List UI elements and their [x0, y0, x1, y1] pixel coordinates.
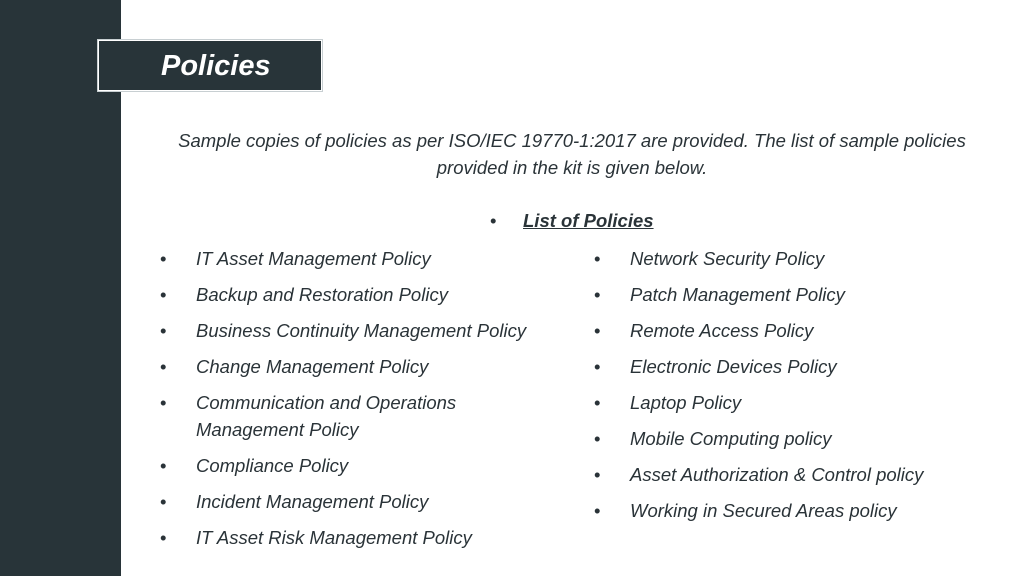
policy-name: Change Management Policy — [196, 356, 429, 377]
policy-name: Communication and Operations Management Policy — [196, 392, 457, 440]
bullet-icon: • — [594, 248, 601, 269]
list-item — [594, 389, 994, 416]
intro-paragraph: Sample copies of policies as per ISO/IEC 19770-1:2017 are provided. The list of sample policies provided in the kit is given below. — [178, 130, 966, 178]
bullet-icon: • — [160, 284, 167, 305]
title-banner — [98, 40, 322, 91]
bullet-icon: • — [490, 210, 497, 231]
bullet-icon: • — [160, 356, 167, 377]
policy-name: Network Security Policy — [630, 248, 825, 269]
list-header — [490, 207, 654, 234]
bullet-icon: • — [594, 356, 601, 377]
policy-name: IT Asset Risk Management Policy — [196, 527, 472, 548]
policy-name: Laptop Policy — [630, 392, 742, 413]
policy-name: Working in Secured Areas policy — [630, 500, 897, 521]
list-item — [594, 245, 994, 272]
bullet-icon: • — [160, 320, 167, 341]
policy-name: Remote Access Policy — [630, 320, 814, 341]
policy-name: Electronic Devices Policy — [630, 356, 837, 377]
policy-list-left — [160, 245, 580, 560]
list-item — [594, 353, 994, 380]
policy-name: Incident Management Policy — [196, 491, 429, 512]
policy-name: Compliance Policy — [196, 455, 349, 476]
bullet-icon: • — [160, 491, 167, 512]
policy-name: Business Continuity Management Policy — [196, 320, 527, 341]
bullet-icon: • — [594, 284, 601, 305]
list-item — [160, 245, 580, 272]
policy-name: IT Asset Management Policy — [196, 248, 431, 269]
bullet-icon: • — [160, 527, 167, 548]
policy-list-right — [594, 245, 994, 533]
bullet-icon: • — [594, 320, 601, 341]
bullet-icon: • — [160, 392, 167, 413]
slide-title: Policies — [161, 50, 271, 82]
list-item — [160, 281, 580, 308]
bullet-icon: • — [594, 500, 601, 521]
list-item — [160, 524, 580, 551]
bullet-icon: • — [160, 248, 167, 269]
bullet-icon: • — [594, 392, 601, 413]
list-item — [594, 497, 994, 524]
list-item — [160, 389, 580, 443]
list-item — [160, 452, 580, 479]
policy-name: Asset Authorization & Control policy — [630, 464, 924, 485]
list-item — [594, 281, 994, 308]
policy-name: Backup and Restoration Policy — [196, 284, 448, 305]
list-item — [160, 488, 580, 515]
list-item — [594, 461, 994, 488]
list-item — [594, 425, 994, 452]
list-header-label: List of Policies — [523, 210, 654, 231]
policy-name: Mobile Computing policy — [630, 428, 832, 449]
bullet-icon: • — [160, 455, 167, 476]
list-item — [160, 317, 580, 344]
list-item — [160, 353, 580, 380]
bullet-icon: • — [594, 464, 601, 485]
bullet-icon: • — [594, 428, 601, 449]
list-item — [594, 317, 994, 344]
policy-name: Patch Management Policy — [630, 284, 845, 305]
